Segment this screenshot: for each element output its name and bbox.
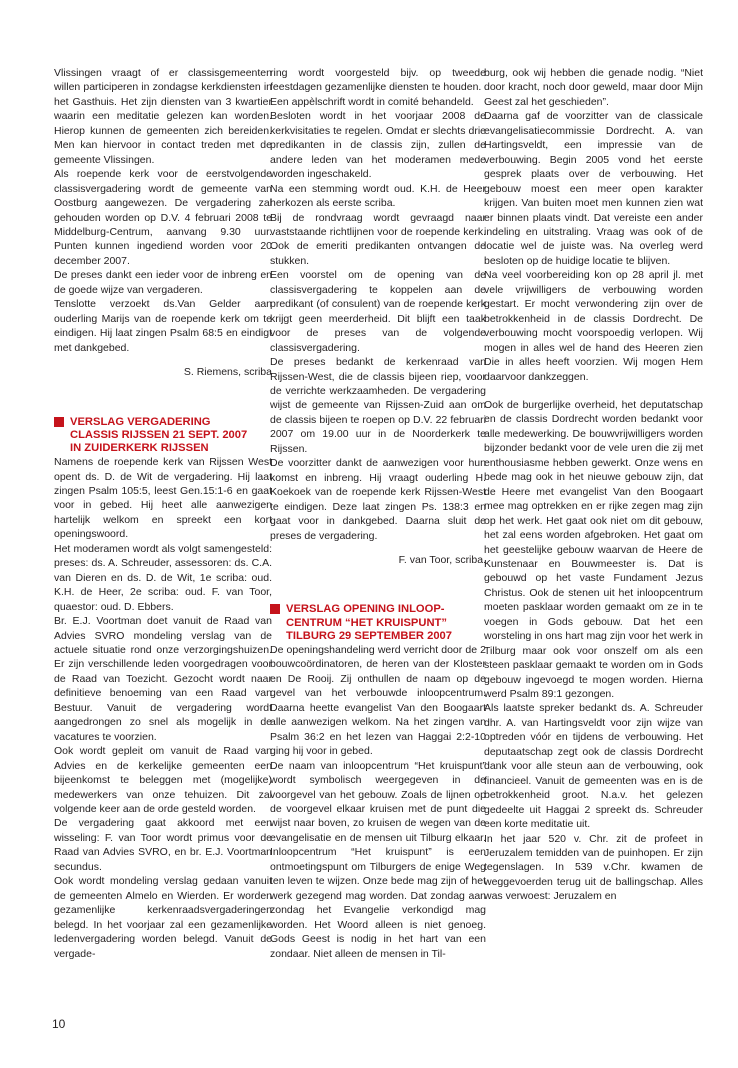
paragraph: Ook de burgerlijke overheid, het deputatschap en de classis Dordrecht worden bedankt voor alle medewerking. De bouwvrijwilligers worden bijzonder bedankt voor de vele uren die zij met enthousiasme hebben gewerkt. Onze wens en bede mag ook in het nieuwe gebouw zijn, dat de Heere met evangelist Van den Boogaart mee mag optrekken en er rijke zegen mag zijn op het werk. Het gaat ook niet om dit gebouw, het zal eens worden afgebroken. Het gaat om het geestelijke gebouw waarvan de Heere de Kunstenaar en Bouwmeester is. Dat is gebouwd op het vaste Fundament Jezus Christus. Ook de stenen uit het inloopcentrum moeten pasklaar worden gemaakt om ze in te voegen in Gods gebouw. Dat het een worsteling in ons hart mag zijn voor het werk in Tilburg maar ook voor onszelf om als een steen pasklaar gemaakt te worden om in Gods gebouw ingevoegd te mogen worden. Hierna werd Psalm 89:1 gezongen. <box>484 398 703 701</box>
paragraph: Ook wordt mondeling verslag gedaan vanuit de gemeenten Almelo en Wierden. Er worden gezamenlijke kerkenraadsvergaderingen belegd. In het voorjaar zal een gezamenlijke ledenvergadering worden belegd. Vanuit de vergade- <box>54 875 272 960</box>
paragraph: De voorzitter dankt de aanwezigen voor hun komst en inbreng. Hij vraagt ouderling H. Koekoek van de roepende kerk Rijssen-West te eindigen. Deze laat zingen Ps. 138:3 en gaat voor in dankgebed. Daarna sluit de preses de vergadering. <box>270 457 486 542</box>
paragraph: De openingshandeling werd verricht door de 2 bouwcoördinatoren, de heren van der Kloster en De Rooij. Zij onthullen de naam op de gevel van het verbouwde inloopcentrum. Daarna heette evangelist Van den Boogaart alle aanwezigen welkom. Na het zingen van Psalm 36:2 en het lezen van Haggai 2:2-10 ging hij voor in gebed. <box>270 644 486 758</box>
paragraph: Vlissingen vraagt of er classisgemeenten willen participeren in zondagse kerkdiensten in het Gasthuis. Het zijn diensten van 3 kwartier waarin een meditatie gelezen kan worden. Hierop kunnen de gemeenten zich bereiden. Men kan hiervoor in contact treden met de gemeente Vlissingen. <box>54 67 272 166</box>
signature: F. van Toor, scriba. <box>398 553 486 566</box>
section-heading <box>270 603 486 643</box>
paragraph: De preses bedankt de kerkenraad van Rijssen-West, die de classis bijeen riep, voor de verrichte werkzaamheden. De vergadering wijst de gemeente van Rijssen-Zuid aan om de classis bijeen te roepen op D.V. 22 februari 2007 om 19.00 uur in de Noorderkerk te Rijssen. <box>270 356 486 455</box>
paragraph: Tenslotte verzoekt ds.Van Gelder aan ouderling Marijs van de roepende kerk om te eindigen. Hij laat zingen Psalm 68:5 en eindigt met dankgebed. <box>54 298 272 354</box>
heading-line: VERSLAG OPENING INLOOP- <box>286 603 445 616</box>
heading-line: TILBURG 29 SEPTEMBER 2007 <box>286 629 452 642</box>
paragraph: De vergadering gaat akkoord met een wisseling: F. van Toor wordt primus voor de Raad van Advies SVRO, en br. E.J. Voortman secundus. <box>54 817 272 873</box>
paragraph: Als roepende kerk voor de eerstvolgende classisvergadering wordt de gemeente van Oostburg aangewezen. De vergadering zal gehouden worden op D.V. 4 februari 2008 te Middelburg-Centrum, aanvang 9.30 uur. Punten kunnen ingediend worden voor 20 december 2007. <box>54 168 272 267</box>
heading-line: IN ZUIDERKERK RIJSSEN <box>70 441 209 454</box>
paragraph: Een appèlschrift wordt in comité behandeld. <box>270 95 474 108</box>
column-2 <box>270 66 486 961</box>
paragraph: Als laatste spreker bedankt ds. A. Schreuder dhr. A. van Hartingsveldt voor zijn wijze van optreden vóór en tijdens de verbouwing. Het deputaatschap zegt ook de classis Dordrecht dank voor alle steun aan de verbouwing, ook financieel. Vanuit de gemeenten was en is de betrokkenheid groot. N.a.v. het gelezen gedeelte uit Haggai 2 spreekt ds. Schreuder een korte meditatie uit. <box>484 702 703 831</box>
section-heading <box>54 416 272 456</box>
bullet-square-icon <box>270 604 280 614</box>
heading-line: CENTRUM “HET KRUISPUNT” <box>286 616 447 629</box>
paragraph: In het jaar 520 v. Chr. zit de profeet in Jeruzalem temidden van de puinhopen. Er zijn tegenslagen. In 539 v.Chr. kwamen de weggevoerden terug uit de ballingschap. Alles was verwoest: Jeruzalem en <box>484 832 703 903</box>
heading-line: VERSLAG VERGADERING <box>70 415 211 428</box>
paragraph: Na een stemming wordt oud. K.H. de Heer herkozen als eerste scriba. <box>270 182 486 210</box>
paragraph: Daarna gaf de voorzitter van de classicale evangelisatiecommissie Dordrecht. A. van Hartingsveldt, een impressie van de verbouwing. Begin 2005 vond het eerste gesprek plaats over de verbouwing. Het gebouw moest een meer open karakter krijgen. Van buiten moet men kunnen zien wat er binnen plaats vindt. Dat vereiste een ander indeling en uitstraling. Vraag was ook of de locatie wel de juiste was. Na overleg werd besloten op de huidige locatie te blijven. <box>484 110 703 267</box>
paragraph: De preses dankt een ieder voor de inbreng en de goede wijze van vergaderen. <box>54 269 272 296</box>
paragraph: burg, ook wij hebben die genade nodig. “Niet door kracht, noch door geweld, maar door Mijn Geest zal het geschieden”. <box>484 67 703 108</box>
paragraph: Een voorstel om de opening van de classisvergadering te koppelen aan de predikant (of consulent) van de roepende kerk krijgt geen meerderheid. Dit blijft een taak voor de preses van de volgende classisvergadering. <box>270 269 486 354</box>
paragraph: Besloten wordt in het voorjaar 2008 de kerkvisitaties te regelen. Omdat er slechts drie predikanten in de classis zijn, zullen de andere leden van het moderamen mede worden ingeschakeld. <box>270 110 486 181</box>
bullet-square-icon <box>54 417 64 427</box>
paragraph: ring wordt voorgesteld bijv. op tweede feestdagen gezamenlijke diensten te houden. <box>270 67 486 94</box>
column-3 <box>484 66 703 904</box>
heading-line: CLASSIS RIJSSEN 21 SEPT. 2007 <box>70 428 248 441</box>
paragraph: Namens de roepende kerk van Rijssen West opent ds. D. de Wit de vergadering. Hij laat zingen Psalm 105:5, leest Gen.15:1-6 en gaat voor in gebed. Hij heet alle aanwezigen hartelijk welkom en spreekt een kort openingswoord. <box>54 456 272 541</box>
paragraph: Het moderamen wordt als volgt samengesteld: preses: ds. A. Schreuder, assessoren: ds. C.A. van Dieren en ds. D. de Wit, 1e scriba: oud. K.H. de Heer, 2e scriba: oud. F. van Toor, quaestor: oud. D. Ebbers. <box>54 542 272 613</box>
paragraph: Na veel voorbereiding kon op 28 april jl. met vele vrijwilligers de verbouwing worden gestart. Er mocht verwondering zijn over de betrokkenheid in de classis Dordrecht. De verbouwing mocht voorspoedig verlopen. Wij mogen in alles wel de hand des Heeren zien Die in alles heeft voorzien. Wij mogen Hem daarvoor dankzeggen. <box>484 269 703 383</box>
paragraph: Br. E.J. Voortman doet vanuit de Raad van Advies SVRO mondeling verslag van de actuele situatie rond onze verzorgingshuizen. Er zijn verschillende leden voorgedragen voor de Raad van Toezicht. Gezocht wordt naar definitieve benoeming van een Raad van Bestuur. Vanuit de vergadering wordt aangedrongen zo snel als mogelijk in de vacatures te voorzien. <box>54 615 272 743</box>
paragraph: Bij de rondvraag wordt gevraagd naar vaststaande richtlijnen voor de roepende kerk. Ook de emeriti predikanten ontvangen de stukken. <box>270 211 486 267</box>
signature: S. Riemens, scriba <box>183 366 272 379</box>
column-1 <box>54 66 272 961</box>
paragraph: De naam van inloopcentrum “Het kruispunt” wordt symbolisch weergegeven in de voorgevel van het gebouw. Zoals de lijnen op de voorgevel elkaar kruisen met de punt die wijst naar boven, zo kruisen de wegen van de evangelisatie en de mensen uit Tilburg elkaar. Inloopcentrum “Het kruispunt” is een ontmoetingspunt om Tilburgers de enige Weg ten leven te wijzen. Onze bede mag zijn of het werk gezegend mag worden. Dat zondag aan zondag het Evangelie verkondigd mag worden. Het Woord alleen is niet genoeg. Gods Geest is nodig in het hart van een zondaar. Niet alleen de mensen in Til- <box>270 759 486 960</box>
paragraph: Ook wordt gepleit om vanuit de Raad van Advies en de kerkelijke gemeenten een bijeenkomst te beleggen met (mogelijke) medewerkers van onze tehuizen. Dit zal volgende keer aan de orde gesteld worden. <box>54 745 272 815</box>
page-number: 10 <box>52 1017 66 1031</box>
